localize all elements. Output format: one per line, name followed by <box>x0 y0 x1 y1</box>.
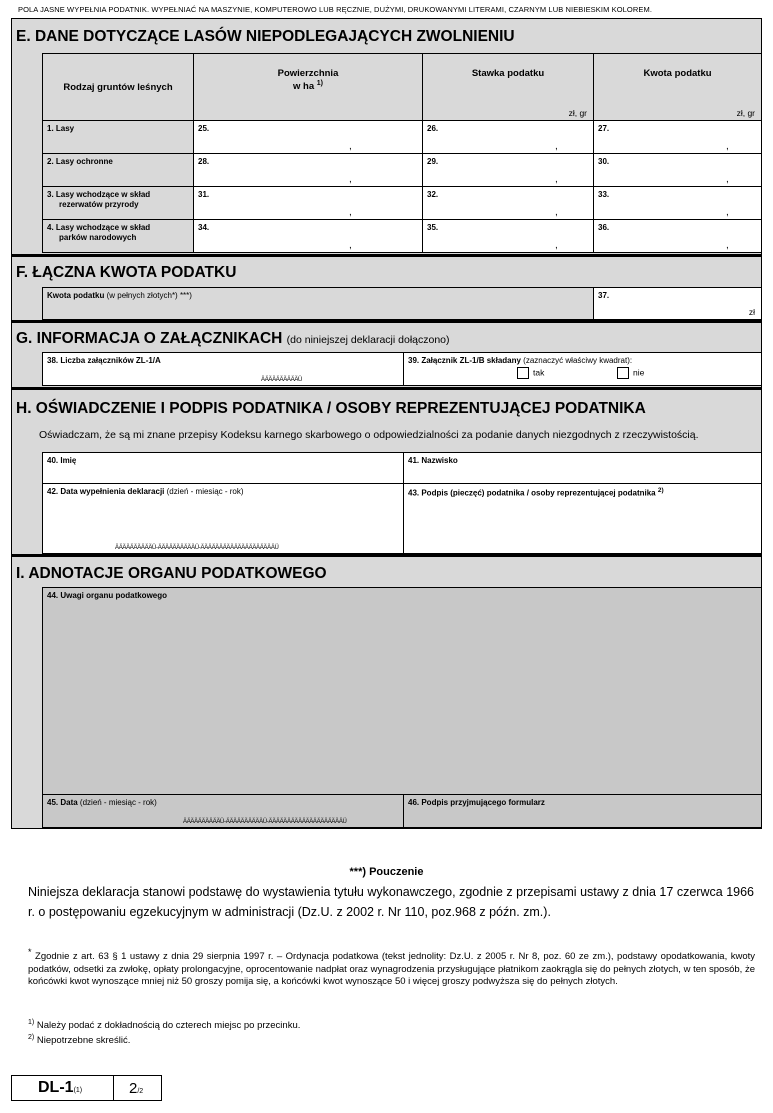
header-amount: Kwota podatku zł, gr <box>593 53 762 121</box>
field-34[interactable]: 34. , <box>193 219 423 253</box>
row-label-2: 2. Lasy ochronne <box>42 153 194 187</box>
checkbox-yes[interactable] <box>517 367 529 379</box>
separator-g <box>12 387 761 390</box>
form-code-box <box>11 1075 114 1101</box>
header-rate: Stawka podatku zł, gr <box>422 53 594 121</box>
field-39-attachment-zl1b: 39. Załącznik ZL-1/B składany (zaznaczyć właściwy kwadrat): tak nie <box>403 352 762 386</box>
form-frame <box>11 18 762 829</box>
pouczenie-text: Niniejsza deklaracja stanowi podstawę do wystawienia tytułu wykonawczego, zgodnie z przepisami ustawy z dnia 17 czerwca 1966 r. o postępowaniu egzekucyjnym w administracji (Dz.U. z 2002 r. Nr 110, poz.968 z późn. zm.). <box>28 885 754 919</box>
field-29[interactable]: 29. , <box>422 153 594 187</box>
footnote-1: $^{1)}$ Należy podać z dokładnością do czterech miejsc po przecinku. <box>28 1019 301 1032</box>
footnote-2: $^{2)}$ Niepotrzebne skreślić. <box>28 1034 131 1047</box>
field-33[interactable]: 33. , <box>593 186 762 220</box>
tax-amount-label: Kwota podatku (w pełnych złotych*) ***) <box>42 287 594 320</box>
form-code: DL-1 <box>38 1079 74 1096</box>
footnote-star: * Zgodnie z art. 63 § 1 ustawy z dnia 29 sierpnia 1997 r. – Ordynacja podatkowa (tekst jednolity: Dz.U. z 2005 r. Nr 8, poz. 60 ze zm.), podstawy opodatkowania, kwoty podatków, odsetki za zwłokę, opłaty prolongacyjne, oprocentowanie nadpłat oraz wynagrodzenia przysługujące płatnikom zaokrągla się do pełnych złotych, w ten sposób, że końcówki kwot wynoszące mniej niż 50 groszy pomija się, a końcówki kwot wynoszące 50 i więcej groszy podwyższa się do pełnych złotych. <box>28 947 756 988</box>
separator-h <box>12 554 761 557</box>
section-f-title: F. ŁĄCZNA KWOTA PODATKU <box>16 264 237 281</box>
field-31[interactable]: 31. , <box>193 186 423 220</box>
field-37[interactable]: 37. zł <box>593 287 762 320</box>
row-label-3: 3. Lasy wchodzące w skład rezerwatów przyrody <box>42 186 194 220</box>
page-number-box <box>113 1075 162 1101</box>
field-27[interactable]: 27. , <box>593 120 762 154</box>
field-43-signature[interactable]: 43. Podpis (pieczęć) podatnika / osoby reprezentującej podatnika $^{2)}$ <box>403 483 762 554</box>
field-41-last-name[interactable]: 41. Nazwisko <box>403 452 762 484</box>
field-44-remarks: 44. Uwagi organu podatkowego <box>42 587 762 795</box>
pouczenie-title: ***) Pouczenie <box>349 866 424 878</box>
field-40-first-name[interactable]: 40. Imię <box>42 452 404 484</box>
field-30[interactable]: 30. , <box>593 153 762 187</box>
section-g-title: G. INFORMACJA O ZAŁĄCZNIKACH (do niniejszej deklaracji dołączono) <box>16 330 450 347</box>
section-h-title: H. OŚWIADCZENIE I PODPIS PODATNIKA / OSOBY REPREZENTUJĄCEJ PODATNIKA <box>16 400 646 417</box>
field-38-attachments-count[interactable]: 38. Liczba załączników ZL-1/A ÄÄÄÄÄÄÄÄÄÄÜ <box>42 352 404 386</box>
section-i-title: I. ADNOTACJE ORGANU PODATKOWEGO <box>16 565 327 582</box>
separator-e <box>12 254 761 257</box>
form-version: (1) <box>73 1087 83 1094</box>
field-25[interactable]: 25. , <box>193 120 423 154</box>
option-yes[interactable]: tak <box>517 367 544 379</box>
page-total: /2 <box>137 1088 144 1095</box>
checkbox-no[interactable] <box>617 367 629 379</box>
separator-f <box>12 320 761 323</box>
option-no[interactable]: nie <box>617 367 644 379</box>
row-label-4: 4. Lasy wchodzące w skład parków narodowych <box>42 219 194 253</box>
field-35[interactable]: 35. , <box>422 219 594 253</box>
field-28[interactable]: 28. , <box>193 153 423 187</box>
header-area: Powierzchnia w ha $^{1)}$ <box>193 53 423 121</box>
field-36[interactable]: 36. , <box>593 219 762 253</box>
statement: Oświadczam, że są mi znane przepisy Kodeksu karnego skarbowego o odpowiedzialności za podanie danych niezgodnych z rzeczywistością. <box>39 429 699 441</box>
header-type: Rodzaj gruntów leśnych <box>42 53 194 121</box>
field-46-receiver-signature: 46. Podpis przyjmującego formularz <box>403 794 762 828</box>
field-26[interactable]: 26. , <box>422 120 594 154</box>
page-number: 2 <box>129 1080 138 1097</box>
row-label-1: 1. Lasy <box>42 120 194 154</box>
field-45-date: 45. Data (dzień - miesiąc - rok) ÄÄÄÄÄÄÄÄÄÄÜ-ÄÄÄÄÄÄÄÄÄÄÜ-ÄÄÄÄÄÄÄÄÄÄÄÄÄÄÄÄÄÄÄÄÜ <box>42 794 404 828</box>
field-32[interactable]: 32. , <box>422 186 594 220</box>
section-e-title: E. DANE DOTYCZĄCE LASÓW NIEPODLEGAJĄCYCH ZWOLNIENIU <box>16 28 515 45</box>
field-42-fill-date[interactable]: 42. Data wypełnienia deklaracji (dzień - miesiąc - rok) ÄÄÄÄÄÄÄÄÄÄÜ-ÄÄÄÄÄÄÄÄÄÄÜ-ÄÄÄÄÄÄÄÄÄÄÄÄÄÄÄÄÄÄÄÄÜ <box>42 483 404 554</box>
top-note: POLA JASNE WYPEŁNIA PODATNIK. WYPEŁNIAĆ NA MASZYNIE, KOMPUTEROWO LUB RĘCZNIE, DUŻYMI, DRUKOWANYMI LITERAMI, CZARNYM LUB NIEBIESKIM KOLOREM. <box>18 5 652 14</box>
